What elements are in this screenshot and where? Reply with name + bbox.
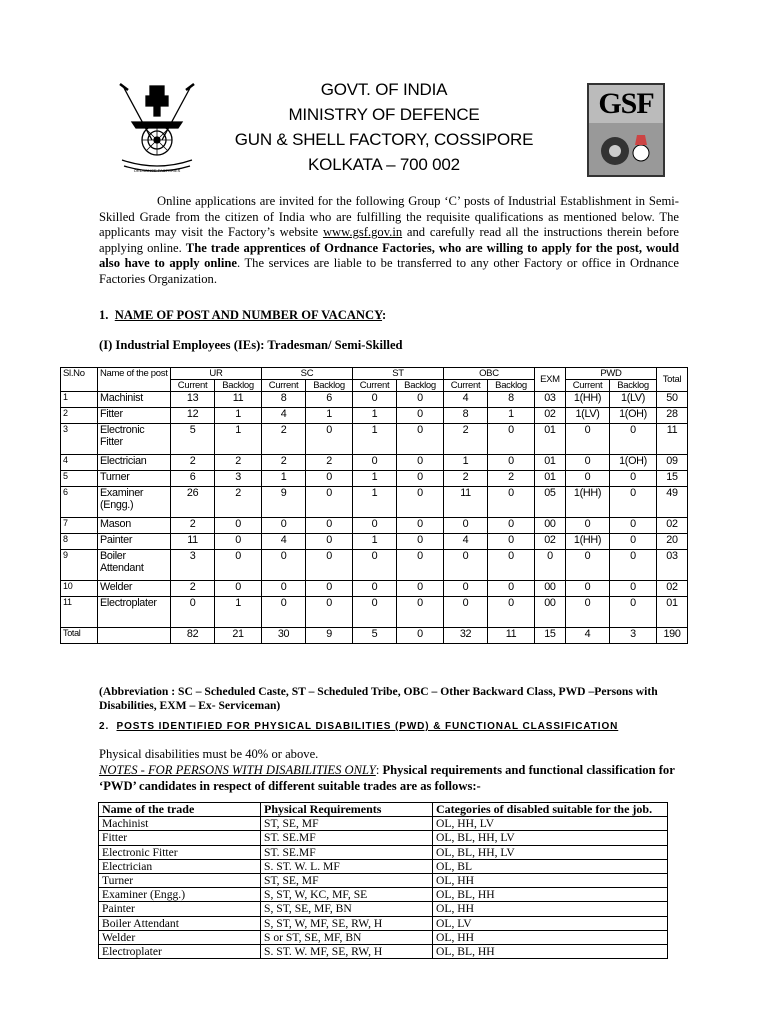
cell-value: 3 — [215, 471, 262, 487]
cell-value: 0 — [488, 455, 535, 471]
cell-value: 0 — [306, 581, 353, 597]
cell-value: 05 — [534, 487, 565, 518]
cell-value: 09 — [657, 455, 688, 471]
cell-value: 0 — [397, 471, 444, 487]
cell-value: 1 — [352, 534, 396, 550]
intro-text-1: Online applications are invited for the following Group ‘C’ posts of Industrial Establishment in Semi-Skilled Grade from the citizen of India who are fulfilling the requisite qualifications as mentioned below. The applicants may visit the Factory’s website — [99, 194, 679, 240]
cell-sl: 4 — [61, 455, 98, 471]
col-sl: Sl.No — [61, 368, 98, 392]
pwd-cell: Boiler Attendant — [99, 916, 261, 930]
notes-colon: : — [375, 763, 383, 777]
section1-title: NAME OF POST AND NUMBER OF VACANCY — [114, 308, 383, 322]
cell-sl: 7 — [61, 518, 98, 534]
cell-value: 0 — [565, 550, 609, 581]
cell-value: 2 — [261, 455, 305, 471]
pwd-cell: S, ST, W, KC, MF, SE — [261, 888, 433, 902]
pwd-classification-table — [98, 802, 668, 959]
vacancy-table — [60, 367, 688, 644]
cell-value: 2 — [443, 424, 487, 455]
cell-value: 1(OH) — [610, 408, 657, 424]
cell-value: 0 — [306, 424, 353, 455]
cell-value: 49 — [657, 487, 688, 518]
cell-value: 4 — [443, 534, 487, 550]
cell-post: Electrician — [98, 455, 171, 471]
cell-value: 0 — [565, 455, 609, 471]
cell-post: Painter — [98, 534, 171, 550]
table-row — [61, 392, 688, 408]
pwd-cell: ST, SE, MF — [261, 874, 433, 888]
cell-value: 30 — [261, 628, 305, 644]
pwd-cell: Examiner (Engg.) — [99, 888, 261, 902]
cell-value: 0 — [397, 628, 444, 644]
intro-text-3: . The services are liable to be transferred to any other Factory or office in Ordnance Factories Organization. — [99, 256, 679, 286]
cell-value: 11 — [443, 487, 487, 518]
cell-value: 2 — [306, 455, 353, 471]
cell-value: 1 — [443, 455, 487, 471]
cell-value: 0 — [443, 581, 487, 597]
cell-value: 8 — [488, 392, 535, 408]
pwd-cell: S. ST. W. L. MF — [261, 859, 433, 873]
cell-value: 0 — [565, 471, 609, 487]
pwd-table-row — [99, 817, 668, 831]
pwd-table-row — [99, 874, 668, 888]
cell-value: 0 — [488, 518, 535, 534]
cell-value: 01 — [534, 471, 565, 487]
cell-value: 0 — [610, 550, 657, 581]
col-sc: SC — [261, 368, 352, 380]
emblem-caption: ORDNANCE FACTORIES — [133, 168, 181, 173]
pwd-cell: ST. SE.MF — [261, 845, 433, 859]
cell-value: 0 — [397, 518, 444, 534]
cell-value: 4 — [261, 408, 305, 424]
pwd-table-row — [99, 845, 668, 859]
abbreviation-note: (Abbreviation : SC – Scheduled Caste, ST – Scheduled Tribe, OBC – Other Backward Class, PWD –Persons with Disabilities, EXM – Ex- Serviceman) — [99, 685, 658, 712]
cell-value: 0 — [261, 581, 305, 597]
cell-value: 0 — [352, 597, 396, 628]
cell-value: 1 — [488, 408, 535, 424]
cell-sl: 11 — [61, 597, 98, 628]
table-row — [61, 581, 688, 597]
intro-text-2: and carefully read all the instructions therein before applying online. — [99, 225, 679, 255]
pwd-cell: Electronic Fitter — [99, 845, 261, 859]
cell-sl: 9 — [61, 550, 98, 581]
cell-value: 0 — [352, 518, 396, 534]
gsf-logo-gear-icon — [589, 123, 663, 175]
cell-value: 8 — [443, 408, 487, 424]
cell-value: 1(LV) — [565, 408, 609, 424]
cell-value: 3 — [610, 628, 657, 644]
pwd-cell: OL, HH — [433, 902, 668, 916]
subcol-st-current: Current — [352, 380, 396, 392]
cell-value: 0 — [397, 550, 444, 581]
cell-value: 11 — [171, 534, 215, 550]
cell-sl: 2 — [61, 408, 98, 424]
pwd-table-row — [99, 902, 668, 916]
cell-value: 03 — [534, 392, 565, 408]
cell-value: 9 — [261, 487, 305, 518]
disability-threshold: Physical disabilities must be 40% or above. — [99, 747, 319, 761]
cell-value: 00 — [534, 518, 565, 534]
cell-value: 2 — [171, 581, 215, 597]
pwd-cell: ST. SE.MF — [261, 831, 433, 845]
pwd-cell: S, ST, SE, MF, BN — [261, 902, 433, 916]
cell-value: 0 — [610, 471, 657, 487]
pwd-col-header: Physical Requirements — [261, 803, 433, 817]
cell-value: 03 — [657, 550, 688, 581]
pwd-cell: OL, LV — [433, 916, 668, 930]
cell-sl: 8 — [61, 534, 98, 550]
intro-bold-text: The trade apprentices of Ordnance Factories, who are willing to apply for the post, would also have to apply online — [99, 240, 680, 271]
cell-value: 0 — [261, 550, 305, 581]
pwd-cell: Fitter — [99, 831, 261, 845]
cell-value: 0 — [215, 534, 262, 550]
cell-value: 00 — [534, 581, 565, 597]
cell-value: 2 — [171, 455, 215, 471]
ordnance-factories-emblem — [112, 80, 202, 180]
cell-value: 6 — [306, 392, 353, 408]
cell-value: 1 — [352, 408, 396, 424]
cell-post: Machinist — [98, 392, 171, 408]
cell-value: 1(LV) — [610, 392, 657, 408]
table-row — [61, 471, 688, 487]
gsf-logo-text: GSF — [589, 85, 663, 123]
cell-value: 0 — [397, 534, 444, 550]
col-total: Total — [657, 368, 688, 392]
cell-value: 1(HH) — [565, 487, 609, 518]
pwd-table-row — [99, 859, 668, 873]
pwd-table-row — [99, 945, 668, 959]
cell-value: 0 — [352, 581, 396, 597]
cell-value: 11 — [215, 392, 262, 408]
cell-value: 0 — [565, 518, 609, 534]
cell-value: 1(HH) — [565, 392, 609, 408]
cell-value: 20 — [657, 534, 688, 550]
cell-value: 0 — [306, 471, 353, 487]
cell-value: 6 — [171, 471, 215, 487]
cell-value: 1 — [215, 424, 262, 455]
cell-sl: Total — [61, 628, 98, 644]
cell-value: 0 — [352, 392, 396, 408]
cell-sl: 3 — [61, 424, 98, 455]
section1-subtitle: (I) Industrial Employees (IEs): Tradesman/ Semi-Skilled — [99, 338, 403, 352]
cell-value: 0 — [215, 581, 262, 597]
cell-value: 02 — [657, 581, 688, 597]
cell-value: 26 — [171, 487, 215, 518]
pwd-col-header: Categories of disabled suitable for the job. — [433, 803, 668, 817]
cell-value: 2 — [261, 424, 305, 455]
pwd-cell: OL, BL — [433, 859, 668, 873]
pwd-cell: Welder — [99, 930, 261, 944]
cell-value: 01 — [657, 597, 688, 628]
cell-value: 2 — [171, 518, 215, 534]
cell-value: 9 — [306, 628, 353, 644]
cell-value: 2 — [488, 471, 535, 487]
cell-value: 0 — [534, 550, 565, 581]
pwd-cell: Electrician — [99, 859, 261, 873]
pwd-cell: Painter — [99, 902, 261, 916]
pwd-cell: OL, HH — [433, 874, 668, 888]
cell-value: 0 — [610, 581, 657, 597]
cell-value: 1 — [261, 471, 305, 487]
pwd-cell: OL, BL, HH — [433, 888, 668, 902]
table-row — [61, 597, 688, 628]
cell-value: 0 — [397, 581, 444, 597]
pwd-cell: OL, BL, HH, LV — [433, 845, 668, 859]
subcol-pwd-backlog: Backlog — [610, 380, 657, 392]
pwd-cell: Machinist — [99, 817, 261, 831]
pwd-cell: S or ST, SE, MF, BN — [261, 930, 433, 944]
cell-value: 0 — [306, 597, 353, 628]
cell-value: 02 — [657, 518, 688, 534]
cell-value: 0 — [443, 550, 487, 581]
pwd-table-row — [99, 930, 668, 944]
cell-post: Turner — [98, 471, 171, 487]
pwd-cell: Turner — [99, 874, 261, 888]
section1-colon: : — [382, 308, 387, 322]
cell-value: 11 — [657, 424, 688, 455]
cell-post: Examiner (Engg.) — [98, 487, 171, 518]
pwd-cell: S, ST, W, MF, SE, RW, H — [261, 916, 433, 930]
cell-value: 0 — [215, 518, 262, 534]
cell-value: 0 — [565, 424, 609, 455]
cell-value: 8 — [261, 392, 305, 408]
cell-value: 190 — [657, 628, 688, 644]
cell-value: 5 — [171, 424, 215, 455]
col-st: ST — [352, 368, 443, 380]
pwd-col-header: Name of the trade — [99, 803, 261, 817]
cell-value: 0 — [215, 550, 262, 581]
cell-value: 0 — [397, 455, 444, 471]
cell-value: 02 — [534, 408, 565, 424]
cell-value: 0 — [352, 455, 396, 471]
cell-value: 4 — [565, 628, 609, 644]
cell-value: 82 — [171, 628, 215, 644]
gsf-logo — [587, 83, 665, 177]
cell-value: 2 — [443, 471, 487, 487]
cell-value: 28 — [657, 408, 688, 424]
cell-value: 5 — [352, 628, 396, 644]
header-factory: GUN & SHELL FACTORY, COSSIPORE — [234, 130, 534, 149]
cell-post: Mason — [98, 518, 171, 534]
cell-value: 0 — [171, 597, 215, 628]
pwd-cell: ST, SE, MF — [261, 817, 433, 831]
cell-value: 0 — [610, 424, 657, 455]
cell-value: 3 — [171, 550, 215, 581]
section2-title: POSTS IDENTIFIED FOR PHYSICAL DISABILITIES (PWD) & FUNCTIONAL CLASSIFICATION — [116, 721, 619, 732]
cell-post: Boiler Attendant — [98, 550, 171, 581]
subcol-st-backlog: Backlog — [397, 380, 444, 392]
table-row — [61, 534, 688, 550]
section1-number: 1. — [99, 308, 109, 322]
cell-value: 0 — [488, 550, 535, 581]
pwd-table-row — [99, 916, 668, 930]
section1-heading — [99, 308, 386, 323]
header-govt: GOVT. OF INDIA — [320, 80, 448, 99]
cell-value: 1 — [306, 408, 353, 424]
table-row — [61, 408, 688, 424]
cell-sl: 5 — [61, 471, 98, 487]
cell-value: 0 — [443, 597, 487, 628]
pwd-cell: Electroplater — [99, 945, 261, 959]
pwd-notes — [99, 762, 684, 794]
subcol-obc-current: Current — [443, 380, 487, 392]
cell-value: 1 — [215, 597, 262, 628]
cell-value: 1(HH) — [565, 534, 609, 550]
cell-sl: 10 — [61, 581, 98, 597]
cell-value: 1 — [352, 487, 396, 518]
cell-value: 0 — [397, 392, 444, 408]
intro-paragraph — [99, 194, 679, 288]
cell-value: 0 — [306, 518, 353, 534]
cell-value: 0 — [610, 597, 657, 628]
cell-value: 0 — [488, 487, 535, 518]
table-row — [61, 424, 688, 455]
cell-value: 1 — [352, 424, 396, 455]
cell-sl: 6 — [61, 487, 98, 518]
section2-heading — [99, 721, 618, 732]
col-ur: UR — [171, 368, 262, 380]
cell-value: 0 — [306, 534, 353, 550]
cell-value: 0 — [443, 518, 487, 534]
cell-value: 0 — [610, 487, 657, 518]
cell-value: 0 — [610, 518, 657, 534]
cell-value: 50 — [657, 392, 688, 408]
cell-value: 4 — [261, 534, 305, 550]
subcol-sc-current: Current — [261, 380, 305, 392]
pwd-cell: OL, BL, HH, LV — [433, 831, 668, 845]
pwd-cell: S. ST. W. MF, SE, RW, H — [261, 945, 433, 959]
subcol-pwd-current: Current — [565, 380, 609, 392]
cell-value: 0 — [261, 518, 305, 534]
cell-post: Electronic Fitter — [98, 424, 171, 455]
pwd-table-row — [99, 831, 668, 845]
table-row — [61, 518, 688, 534]
cell-value: 0 — [352, 550, 396, 581]
pwd-cell: OL, HH — [433, 930, 668, 944]
table-row — [61, 487, 688, 518]
cell-value: 0 — [397, 597, 444, 628]
notes-label: NOTES - FOR PERSONS WITH DISABILITIES ONLY — [99, 763, 376, 777]
cell-value: 1 — [215, 408, 262, 424]
cell-value: 21 — [215, 628, 262, 644]
col-pwd: PWD — [565, 368, 656, 380]
cell-post: Fitter — [98, 408, 171, 424]
subcol-sc-backlog: Backlog — [306, 380, 353, 392]
cell-value: 12 — [171, 408, 215, 424]
pwd-cell: OL, HH, LV — [433, 817, 668, 831]
cell-value: 1(OH) — [610, 455, 657, 471]
cell-value: 0 — [488, 534, 535, 550]
cell-value: 15 — [534, 628, 565, 644]
cell-value: 0 — [397, 408, 444, 424]
cell-value: 0 — [397, 424, 444, 455]
cell-value: 01 — [534, 424, 565, 455]
cell-value: 4 — [443, 392, 487, 408]
cell-value: 01 — [534, 455, 565, 471]
notes-bold: Physical requirements and functional classification for ‘PWD’ candidates in respect of different suitable trades are as follows:- — [99, 763, 675, 793]
cell-value: 0 — [610, 534, 657, 550]
cell-value: 0 — [306, 550, 353, 581]
cell-value: 13 — [171, 392, 215, 408]
cell-value: 1 — [352, 471, 396, 487]
cell-sl: 1 — [61, 392, 98, 408]
cell-value: 2 — [215, 487, 262, 518]
cell-value: 0 — [261, 597, 305, 628]
col-post: Name of the post — [98, 368, 171, 392]
pwd-cell: OL, BL, HH — [433, 945, 668, 959]
header-ministry: MINISTRY OF DEFENCE — [288, 105, 480, 124]
cell-post: Welder — [98, 581, 171, 597]
cell-value: 32 — [443, 628, 487, 644]
pwd-table-row — [99, 888, 668, 902]
cell-value: 15 — [657, 471, 688, 487]
col-obc: OBC — [443, 368, 534, 380]
cell-value: 0 — [397, 487, 444, 518]
table-row — [61, 455, 688, 471]
cell-value: 0 — [565, 597, 609, 628]
subcol-ur-backlog: Backlog — [215, 380, 262, 392]
cell-value: 0 — [306, 487, 353, 518]
table-row — [61, 550, 688, 581]
subcol-obc-backlog: Backlog — [488, 380, 535, 392]
section2-number: 2. — [99, 721, 110, 732]
col-exm: EXM — [534, 368, 565, 392]
subcol-ur-current: Current — [171, 380, 215, 392]
cell-value: 00 — [534, 597, 565, 628]
cell-value: 11 — [488, 628, 535, 644]
cell-value: 0 — [488, 597, 535, 628]
cell-value: 0 — [565, 581, 609, 597]
cell-value: 2 — [215, 455, 262, 471]
cell-value: 0 — [488, 424, 535, 455]
cell-post — [98, 628, 171, 644]
website-link[interactable]: www.gsf.gov.in — [322, 225, 403, 240]
cell-post: Electroplater — [98, 597, 171, 628]
header-city: KOLKATA – 700 002 — [308, 155, 460, 174]
table-row — [61, 628, 688, 644]
cell-value: 02 — [534, 534, 565, 550]
cell-value: 0 — [488, 581, 535, 597]
